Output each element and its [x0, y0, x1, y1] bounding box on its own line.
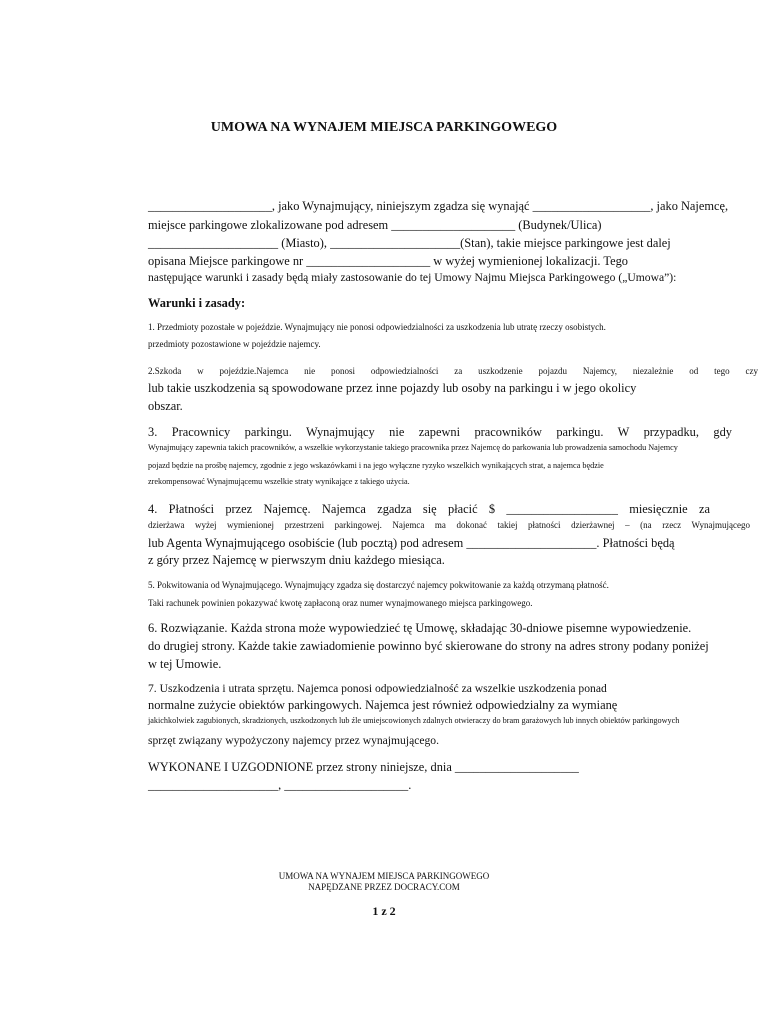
intro-line-5: następujące warunki i zasady będą miały zastosowanie do tej Umowy Najmu Miejsca Parkingowego („Umowa”):	[148, 271, 677, 284]
term-5-line-1: 5. Pokwitowania od Wynajmującego. Wynajmujący zgadza się dostarczyć najemcy pokwitowanie za każdą otrzymaną płatność.	[148, 580, 609, 590]
term-3-line-2: Wynajmujący zapewnia takich pracowników, a wszelkie wykorzystanie takiego pracownika przez Najemcę do parkowania lub prowadzenia samochodu Najemcy	[148, 443, 678, 452]
term-3-line-4: zrekompensować Wynajmującemu wszelkie straty wynikające z takiego użycia.	[148, 477, 410, 486]
term-6-line-3: w tej Umowie.	[148, 657, 222, 671]
term-2-line-1: 2.Szkoda w pojeździe.Najemca nie ponosi odpowiedzialności za uszkodzenie pojazdu Najemcy, niezależnie od tego czy	[148, 366, 758, 376]
term-5-line-2: Taki rachunek powinien pokazywać kwotę zapłaconą oraz numer wynajmowanego miejsca parkingowego.	[148, 598, 533, 608]
terms-heading: Warunki i zasady:	[148, 296, 246, 310]
term-3-line-1: 3. Pracownicy parkingu. Wynajmujący nie zapewni pracowników parkingu. W przypadku, gdy	[148, 425, 732, 439]
footer-powered-by: NAPĘDZANE PRZEZ DOCRACY.COM	[308, 882, 460, 892]
term-4-line-2: dzierżawa wyżej wymienionej przestrzeni parkingowej. Najemca ma dokonać takiej płatności dzierżawnej – (na rzecz Wynajmującego	[148, 520, 750, 530]
term-7-line-1: 7. Uszkodzenia i utrata sprzętu. Najemca ponosi odpowiedzialność za wszelkie uszkodzenia ponad	[148, 682, 607, 695]
term-7-line-3: jakichkolwiek zagubionych, skradzionych, uszkodzonych lub źle umiejscowionych zdalnych otwieraczy do bram garażowych lub innych obiektów parkingowych	[148, 716, 680, 725]
term-4-line-3: lub Agenta Wynajmującego osobiście (lub pocztą) pod adresem _____________________. Płatności będą	[148, 536, 675, 550]
term-4-line-4: z góry przez Najemcę w pierwszym dniu każdego miesiąca.	[148, 553, 445, 567]
term-6-line-1: 6. Rozwiązanie. Każda strona może wypowiedzieć tę Umowę, składając 30-dniowe pisemne wypowiedzenie.	[148, 621, 692, 635]
term-6-line-2: do drugiej strony. Każde takie zawiadomienie powinno być skierowane do strony na adres strony podany poniżej	[148, 639, 709, 653]
term-2-line-2: lub takie uszkodzenia są spowodowane przez inne pojazdy lub osoby na parkingu i w jego okolicy	[148, 381, 637, 395]
document-title: UMOWA NA WYNAJEM MIEJSCA PARKINGOWEGO	[210, 120, 558, 135]
footer-title: UMOWA NA WYNAJEM MIEJSCA PARKINGOWEGO	[278, 871, 490, 881]
signature-line-1: WYKONANE I UZGODNIONE przez strony niniejsze, dnia ____________________	[148, 760, 579, 774]
term-7-line-4: sprzęt związany wypożyczony najemcy przez wynajmującego.	[148, 734, 439, 747]
term-1-line-1: 1. Przedmioty pozostałe w pojeździe. Wynajmujący nie ponosi odpowiedzialności za uszkodzenia lub utratę rzeczy osobistych.	[148, 322, 606, 332]
signature-line-2: _____________________, ____________________.	[148, 778, 412, 792]
intro-line-2: miejsce parkingowe zlokalizowane pod adresem ____________________ (Budynek/Ulica)	[148, 218, 602, 232]
term-1-line-2: przedmioty pozostawione w pojeździe najemcy.	[148, 339, 321, 349]
term-3-line-3: pojazd będzie na prośbę najemcy, zgodnie z jego wskazówkami i na jego wyłączne ryzyko wszelkich wynikających strat, a najemca będzie	[148, 461, 604, 470]
term-7-line-2: normalne zużycie obiektów parkingowych. Najemca jest również odpowiedzialny za wymianę	[148, 698, 618, 712]
term-4-line-1: 4. Płatności przez Najemcę. Najemca zgadza się płacić $ __________________ miesięcznie za	[148, 502, 710, 516]
intro-line-1: ____________________, jako Wynajmujący, niniejszym zgadza się wynająć ___________________, jako Najemcę,	[148, 199, 729, 213]
page-number: 1 z 2	[372, 904, 396, 918]
term-2-line-3: obszar.	[148, 399, 183, 413]
intro-line-3: _____________________ (Miasto), _____________________(Stan), takie miejsce parkingowe jest dalej	[148, 236, 671, 250]
intro-line-4: opisana Miejsce parkingowe nr ____________________ w wyżej wymienionej lokalizacji. Tego	[148, 254, 628, 268]
